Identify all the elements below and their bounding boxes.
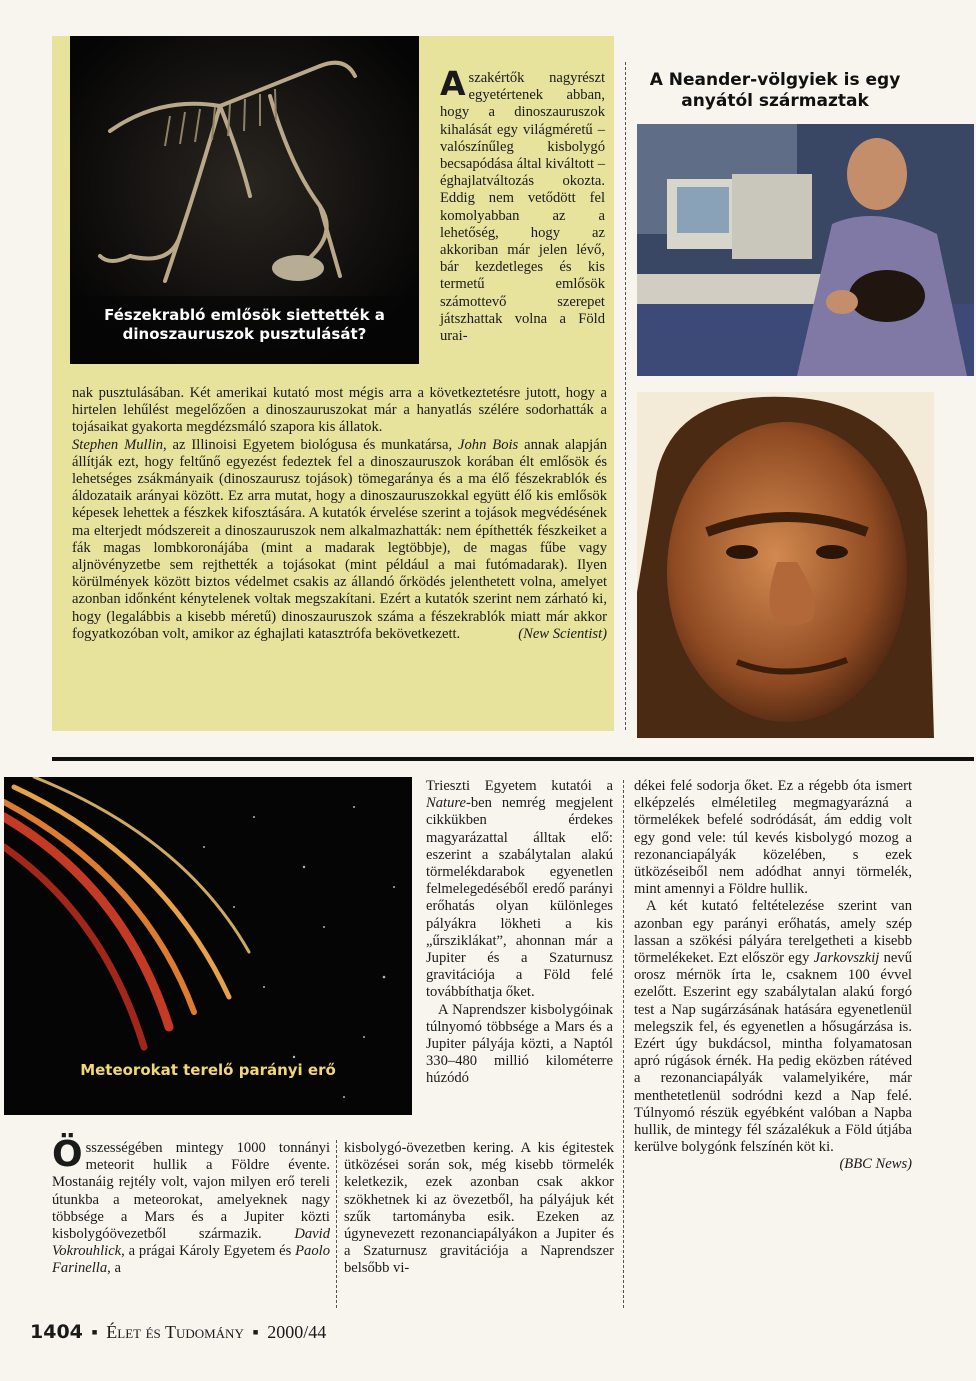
meteor-photo (4, 777, 412, 1115)
article1-divider (625, 62, 626, 730)
article2-col2-paragraph-2: A Naprendszer kisbolygóinak túlnyomó többsége a Mars és a Jupiter pályája közti, a Naptól 330–480 millió kilométerre húzódó (426, 1001, 613, 1087)
article2-author-1: David Vokrouhlick (52, 1226, 330, 1260)
article2-divider-1 (336, 1140, 337, 1308)
section-divider (52, 757, 974, 761)
researcher-photo (637, 124, 974, 376)
article1-dropcap: A (440, 64, 466, 103)
article2-divider-2 (623, 780, 624, 1308)
article2-dropcap: Ö (52, 1134, 83, 1175)
article1-source: (New Scientist) (518, 625, 607, 642)
article1-author-2: John Bois (458, 436, 519, 453)
footer-bullet-2: ▪ (252, 1322, 259, 1342)
article2-jarkovszkij: Jarkovszkij (813, 950, 880, 967)
footer-bullet-1: ▪ (91, 1322, 98, 1342)
page-footer (30, 1321, 326, 1343)
sidebar-title: A Neander-völgyiek is egy anyától származtak (649, 70, 901, 111)
article1-paragraph-2: Stephen Mullin, az Illinoisi Egyetem biológusa és munkatársa, John Bois annak alapján állítják ezt, hogy feltűnő egyezést fedeztek fel a dinoszauruszok korában élt emlősök és lehetséges zsákmányaik (dinoszaurusz tojások) tömegaránya és a ma élő fészekrablók és áldozataik arányai között. Ez arra mutat, hogy a dinoszauruszokkal együtt élő kis emlősök képesek lehettek a fészkek kifosztására. A kutatók érvelése szerint a tojások megvédésének ma elterjedt módszereit a dinoszauruszok nem alkalmazhatták: nem építhették fészkeiket a fák magas lombkoronájába (mint a madarak legtöbbje), de magas fűbe vagy aljnövényzetbe sem rejthették a tojásokat (mint például a mai futómadarak). Ilyen körülmények között biztos védelmet csakis az állandó őrködés jelenthetett volna, amelyet azonban időnként kénytelenek voltak megszakítani. Ezért a kutatók szerint nem zárható ki, hogy (legalábbis a kisebb méretű) dinoszauruszok száma a fészekrablók miatt már akkor fogyatkozóban volt, amikor az éghajlati katasztrófa bekövetkezett. (New Scientist) (72, 436, 608, 642)
article2-col2-paragraph-1: Trieszti Egyetem kutatói a Nature-ben nemrég megjelent cikkükben érdekes magyarázattal álltak elő: eszerint a szabálytalan alakú törmelékdarabok egyenetlen felmelegedéséből eredő parányi erőhatás olyan különleges pályákra lökheti a kis „űrsziklákat”, ahonnan már a Jupiter és a Szaturnusz gravitációja a Föld felé továbbíthatja őket. (426, 778, 613, 1001)
researcher-illustration (637, 124, 974, 376)
article1-caption: Fészekrabló emlősök siettették a dinoszauruszok pusztulását? (104, 306, 385, 343)
issue-number: 2000/44 (267, 1322, 327, 1342)
article2-source: (BBC News) (839, 1156, 912, 1173)
article2-col3-paragraph-1: dékei felé sodorja őket. Ez a régebb óta ismert elképzelés elméletileg megmagyarázná a törmelékek befelé sodródását, ám eddig volt egy gond vele: túl kevés kisbolygó mozog a rezonanciapályák közelében, s ezek ütközéseiből nem adódhat annyi törmelék, mint amennyi a Földre hullik. (634, 778, 912, 898)
page-number: 1404 (30, 1321, 83, 1343)
article1-paragraph-1: nak pusztulásában. Két amerikai kutató most mégis arra a következtetésre jutott, hogy a hirtelen lehűlést megelőzően a dinoszauruszokat már a hanyatlás szélére sodorhatták a tojásaikat gyakorta megdézsmáló szapora kis állatok. (72, 385, 607, 436)
article1-top-column (440, 64, 605, 345)
neanderthal-reconstruction-photo (637, 392, 934, 738)
article2-column2-bottom: kisbolygó-övezetben kering. A kis égitestek ütközései során sok, még kisebb törmelék keletkezik, ezek azonban csak akkor szökhetnek ki az övezetből, ha pályájuk két szűk tartományba esik. Ezeken az úgynevezett rezonanciapályákon a Jupiter és a Szaturnusz gravitációja a Naprendszer belsőbb vi- (344, 1140, 614, 1277)
article2-column1: Összességében mintegy 1000 tonnányi meteorit hullik a Földre évente. Mostanáig rejtély volt, vajon milyen erő tereli útunkba a meteorokat, amelyeknek nagy többsége a Mars és a Jupiter közti kisbolygóövezetből származik. David Vokrouhlick, a prágai Károly Egyetem és Paolo Farinella, a (52, 1134, 330, 1277)
article2-author-2: Paolo Farinella (52, 1243, 330, 1277)
article2-journal: Nature (426, 795, 466, 812)
magazine-name: Élet és Tudomány (106, 1322, 244, 1342)
article1-text-top: szakértők nagyrészt egyetértenek abban, hogy a dinoszauruszok kihalását egy világméretű – valószínűleg kisbolygó becsapódása által kiváltott – éghajlatváltozás okozta. Eddig nem vetődött fel komolyabban az a lehetőség, hogy az akkoriban már jelen lévő, bár kezdetleges és kis termetű emlősök számottevő szerepet játszhattak volna a Föld urai- (440, 70, 605, 345)
article1-author-1: Stephen Mullin (72, 436, 164, 453)
article2-col3-paragraph-2: A két kutató feltételezése szerint van azonban egy parányi erőhatás, amely szép lassan a szökési pályára terelgetheti a kisebb törmelékeket. Ezt először egy Jarkovszkij nevű orosz mérnök írta le, csaknem 100 évvel ezelőtt. Eszerint egy szabálytalan alakú forgó test a Nap sugárzásának hatására egyenetlenül melegszik fel, és egyenetlen a hősugárzása is. Ezért úgy bukdácsol, mintha folyamatosan apró rúgások érnék. Ha pedig eközben rátéved a rezonanciapályák valamelyikére, már menthetetlenül sodródni kezd a Nap felé. Túlnyomó részük egyébként valóban a Napba hullik, de mintegy fél százalékuk a Föld útjába kerülve bolygónk felszínén köt ki. (BBC News) (634, 898, 912, 1173)
article2-column2-top (426, 778, 613, 1088)
article2-caption: Meteorokat terelő parányi erő (80, 1061, 336, 1079)
neanderthal-illustration (637, 392, 934, 738)
article2-column3 (634, 778, 912, 1174)
article1-body (72, 385, 607, 643)
dinosaur-skeleton-photo (70, 36, 419, 364)
